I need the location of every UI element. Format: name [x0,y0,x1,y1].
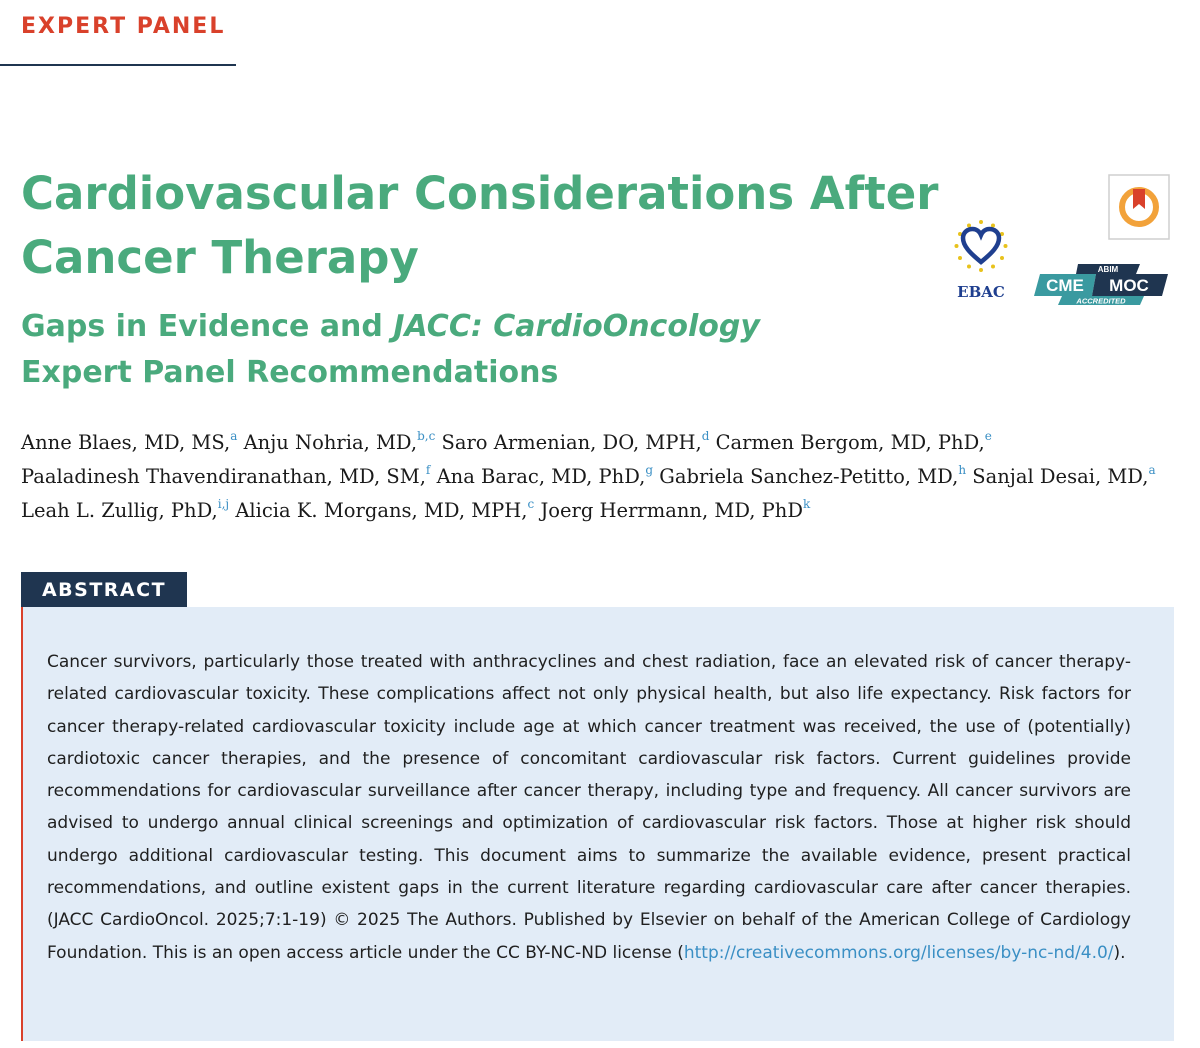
article-subtitle [21,304,921,396]
author-name: Alicia K. Morgans, MD, MPH, [235,499,528,522]
author-name: Ana Barac, MD, PhD, [436,465,646,488]
author-line [21,494,1191,528]
abstract-body [47,646,1131,969]
affiliation-marker[interactable]: g [645,463,654,477]
author-list [21,426,1191,528]
affiliation-marker[interactable]: d [701,429,710,443]
affiliation-marker[interactable]: e [984,429,992,443]
abim-label: ABIM [1097,265,1119,274]
moc-label: MOC [1109,276,1149,295]
cme-label: CME [1046,276,1084,295]
author-name: Anne Blaes, MD, MS, [21,431,231,454]
affiliation-marker[interactable]: i,j [217,497,230,511]
author-name: Saro Armenian, DO, MPH, [441,431,702,454]
abstract-text: Cancer survivors, particularly those treated with anthracyclines and chest radiation, face an elevated risk of cancer therapy-related cardiovascular toxicity. These complications affect not only physical health, but also life expectancy. Risk factors for cancer therapy-related cardiovascular toxicity include age at which cancer treatment was received, the use of (potentially) cardiotoxic cancer therapies, and the presence of concomitant cardiovascular risk factors. Current guidelines provide recommendations for cardiovascular surveillance after cancer therapy, including type and frequency. All cancer survivors are advised to undergo annual clinical screenings and optimization of cardiovascular risk factors. Those at higher risk should undergo additional cardiovascular testing. This document aims to summarize the available evidence, present practical recommendations, and outline existent gaps in the current literature regarding cardiovascular care after cancer therapies. (JACC CardioOncol. 2025;7:1-19) © 2025 The Authors. Published by Elsevier on behalf of the American College of Cardiology Foundation. This is an open access article under the CC BY-NC-ND license ( [47,652,1131,963]
affiliation-marker[interactable]: h [958,463,967,477]
ebac-accreditation-logo [948,218,1014,308]
abstract-text-end: ). [1113,942,1126,963]
license-link[interactable]: http://creativecommons.org/licenses/by-nc-nd/4.0/ [683,942,1114,963]
cme-moc-accreditation-badge [1032,252,1170,308]
affiliation-marker[interactable]: f [425,463,431,477]
affiliation-marker[interactable]: c [527,497,535,511]
author-name: Sanjal Desai, MD, [972,465,1149,488]
author-name: Carmen Bergom, MD, PhD, [715,431,985,454]
section-divider [0,64,236,66]
author-name: Paaladinesh Thavendiranathan, MD, SM, [21,465,426,488]
affiliation-marker[interactable]: a [1148,463,1156,477]
affiliation-marker[interactable]: b,c [417,429,436,443]
author-name: Anju Nohria, MD, [243,431,418,454]
subtitle-part-1: Gaps in Evidence and [21,309,394,344]
author-name: Gabriela Sanchez-Petitto, MD, [659,465,959,488]
article-title: Cardiovascular Considerations After Cancer Therapy [21,167,939,284]
accredited-label: ACCREDITED [1076,296,1126,306]
author-name: Leah L. Zullig, PhD, [21,499,218,522]
author-name: Joerg Herrmann, MD, PhD [540,499,803,522]
abstract-heading: ABSTRACT [21,572,187,607]
journal-name: JACC: CardioOncology [393,309,760,344]
affiliation-marker[interactable]: k [803,497,811,511]
ebac-label: EBAC [957,283,1005,301]
section-label: EXPERT PANEL [21,14,226,39]
subtitle-part-2: Expert Panel Recommendations [21,355,559,390]
author-line [21,460,1191,494]
abstract-panel [21,607,1174,1041]
author-line [21,426,1191,460]
affiliation-marker[interactable]: a [230,429,238,443]
bookmark-icon [1108,174,1170,240]
